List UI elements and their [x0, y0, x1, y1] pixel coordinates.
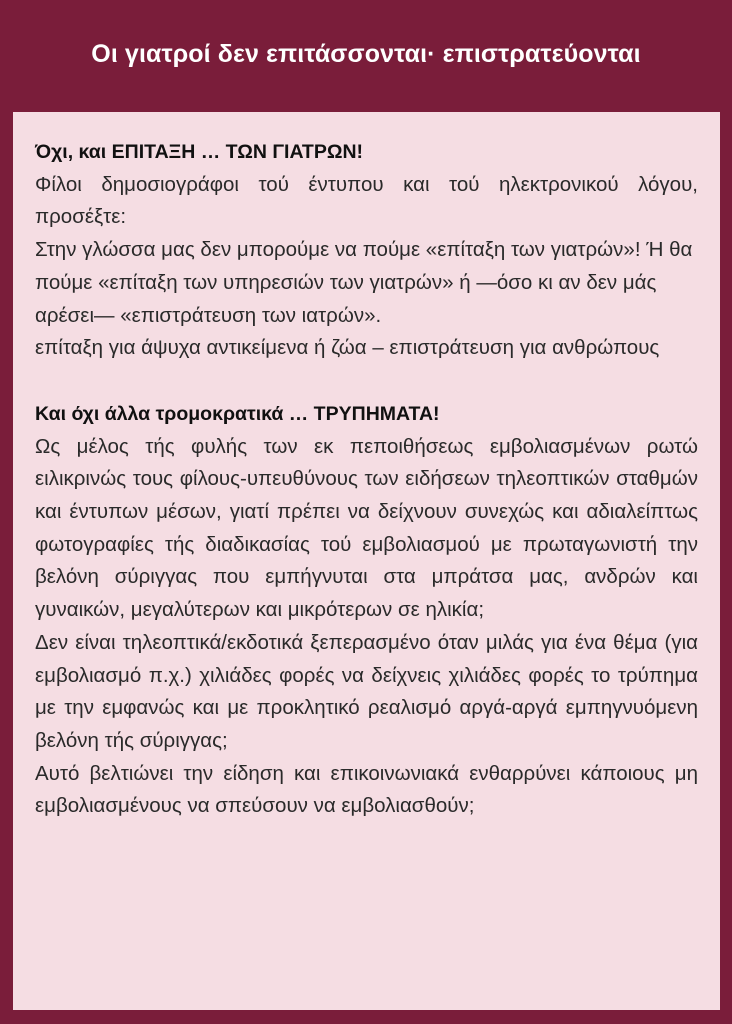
section-heading-trypimata: Και όχι άλλα τρομοκρατικά … ΤΡΥΠΗΜΑΤΑ! — [35, 402, 440, 425]
section-spacer — [35, 365, 698, 398]
page-title: Οι γιατροί δεν επιτάσσονται· επιστρατεύονται — [91, 39, 641, 68]
paragraph-definition: επίταξη για άψυχα αντικείμενα ή ζώα – επιστράτευση για ανθρώπους — [35, 336, 660, 360]
paragraph-journalists: Φίλοι δημοσιογράφοι τού έντυπου και τού ηλεκτρονικού λόγου, προσέξτε: — [35, 172, 698, 229]
paragraph-question-outdated: Δεν είναι τηλεοπτικά/εκδοτικά ξεπερασμένο όταν μιλάς για ένα θέμα (για εμβολιασμό π.χ.) χιλιάδες φορές να δείχνεις χιλιάδες φορές το τρύπημα με την εμφανώς και με προκλητικό ρεαλισμό αργά-αργά εμπηγνυόμενη βελόνη τής σύριγγας; — [35, 630, 698, 752]
paragraph-question-encourage: Αυτό βελτιώνει την είδηση και επικοινωνιακά ενθαρρύνει κάποιους μη εμβολιασμένους να σπεύσουν να εμβολιασθούν; — [35, 761, 698, 818]
article-panel — [13, 112, 720, 1010]
paragraph-language: Στην γλώσσα μας δεν μπορούμε να πούμε «επίταξη των γιατρών»! Ή θα πούμε «επίταξη των υπηρεσιών των γιατρών» ή —όσο κι αν δεν μάς αρέσει— «επιστράτευση των ιατρών». — [35, 238, 693, 327]
section-heading-epitaxi: Όχι, και ΕΠΙΤΑΞΗ … ΤΩΝ ΓΙΑΤΡΩΝ! — [35, 141, 364, 163]
title-banner — [0, 0, 732, 108]
paragraph-question-photos: Ως μέλος τής φυλής των εκ πεποιθήσεως εμβολιασμένων ρωτώ ειλικρινώς τους φίλους-υπευθύνους των ειδήσεων τηλεοπτικών σταθμών και έντυπων μέσων, γιατί πρέπει να δείχνουν συνεχώς και αδιαλείπτως φωτογραφίες τής διαδικασίας τού εμβολιασμού με πρωταγωνιστή την βελόνη σύριγγας που εμπήγνυται στα μπράτσα μας, ανδρών και γυναικών, μεγαλύτερων και μικρότερων σε ηλικία; — [35, 434, 698, 622]
